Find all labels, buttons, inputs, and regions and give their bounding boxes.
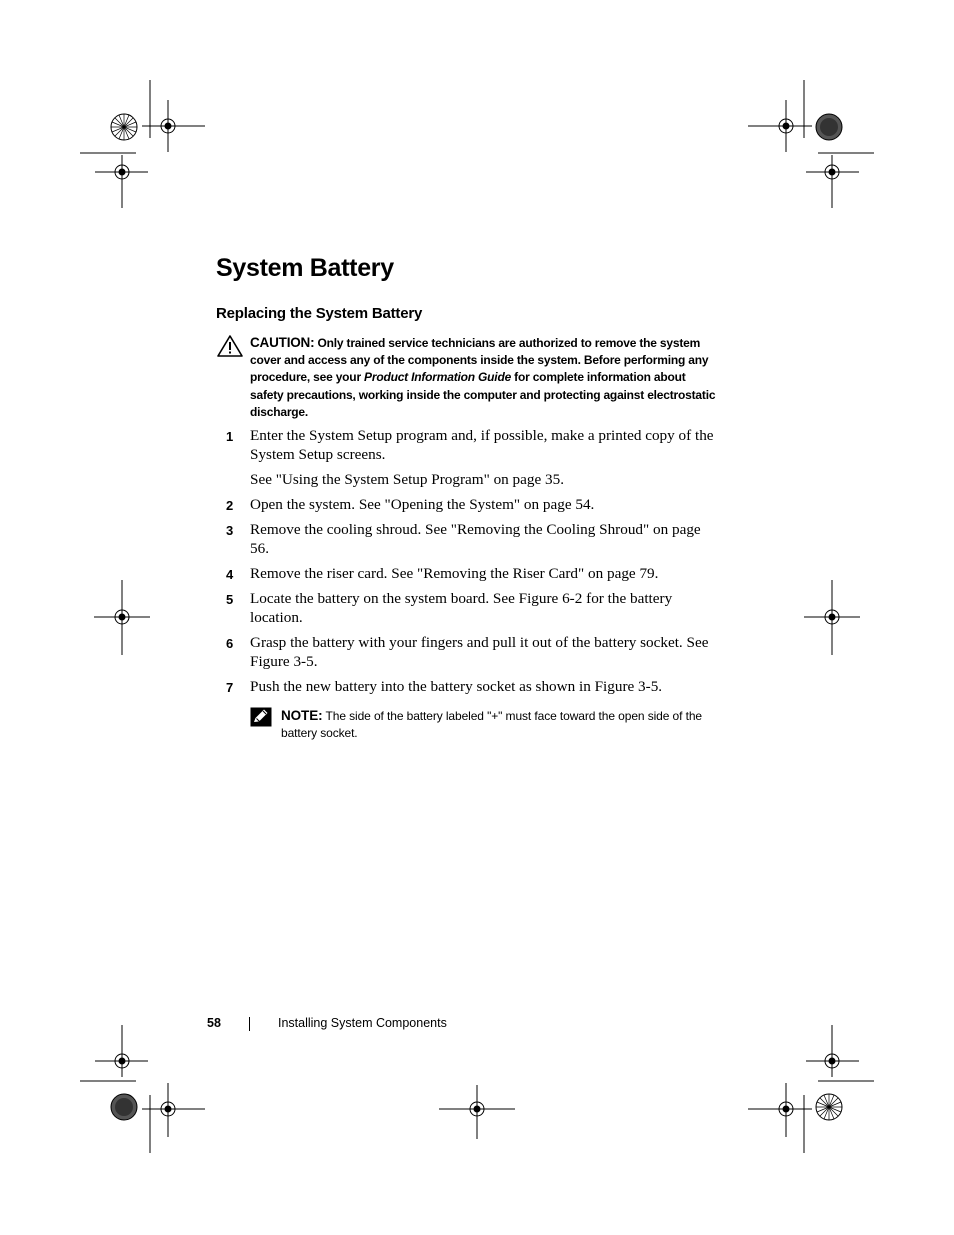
crop-mark-bottom-left — [80, 1025, 210, 1155]
crop-mark-bottom-right — [744, 1025, 874, 1155]
footer-section-title: Installing System Components — [278, 1016, 447, 1030]
step-number: 7 — [226, 680, 234, 695]
caution-emphasis: Product Information Guide — [364, 370, 512, 385]
step-text: Enter the System Setup program and, if possible, make a printed copy of the System Setup screens. — [250, 427, 714, 463]
procedure-steps — [226, 426, 716, 702]
step-text: Push the new battery into the battery socket as shown in Figure 3-5. — [250, 678, 663, 695]
step-7 — [226, 677, 716, 696]
section-heading: Replacing the System Battery — [216, 305, 423, 322]
crop-mark-mid-right — [804, 580, 864, 655]
step-1 — [226, 426, 716, 489]
step-text: Locate the battery on the system board. See Figure 6-2 for the battery location. — [250, 590, 673, 626]
caution-box — [216, 334, 721, 421]
step-text: Remove the riser card. See "Removing the Riser Card" on page 79. — [250, 565, 659, 582]
note-pencil-icon — [250, 707, 272, 732]
step-number: 3 — [226, 523, 234, 538]
step-5 — [226, 589, 716, 627]
page-number: 58 — [207, 1016, 221, 1030]
caution-text-before: Only trained service technicians are authorized to remove the system cover and access any of the components inside the system. Before performing any procedure, see your — [250, 336, 709, 385]
step-6 — [226, 633, 716, 671]
note-text — [281, 707, 720, 742]
step-number: 2 — [226, 498, 234, 513]
footer-divider — [249, 1017, 250, 1031]
warning-triangle-icon — [216, 334, 244, 363]
page-title: System Battery — [216, 254, 394, 282]
step-number: 5 — [226, 592, 234, 607]
crop-mark-bottom-center — [439, 1085, 515, 1140]
caution-text-after: for complete information about safety precautions, working inside the computer and protecting against electrostatic discharge. — [250, 370, 716, 419]
step-2 — [226, 495, 716, 514]
step-number: 6 — [226, 636, 234, 651]
crop-mark-top-left — [80, 80, 210, 210]
step-number: 1 — [226, 429, 234, 444]
step-4 — [226, 564, 716, 583]
crop-mark-top-right — [744, 80, 874, 210]
step-text: Remove the cooling shroud. See "Removing the Cooling Shroud" on page 56. — [250, 521, 701, 557]
step-text: Grasp the battery with your fingers and pull it out of the battery socket. See Figure 3-5. — [250, 634, 709, 670]
crop-mark-mid-left — [94, 580, 154, 655]
step-text: Open the system. See "Opening the System" on page 54. — [250, 496, 595, 513]
caution-label: CAUTION: — [250, 335, 315, 350]
caution-text — [250, 334, 721, 421]
note-body: The side of the battery labeled "+" must face toward the open side of the battery socket. — [281, 709, 702, 741]
note-label: NOTE: — [281, 708, 323, 723]
step-subtext: See "Using the System Setup Program" on page 35. — [250, 471, 565, 488]
note-box — [250, 707, 720, 742]
step-3 — [226, 520, 716, 558]
step-number: 4 — [226, 567, 234, 582]
